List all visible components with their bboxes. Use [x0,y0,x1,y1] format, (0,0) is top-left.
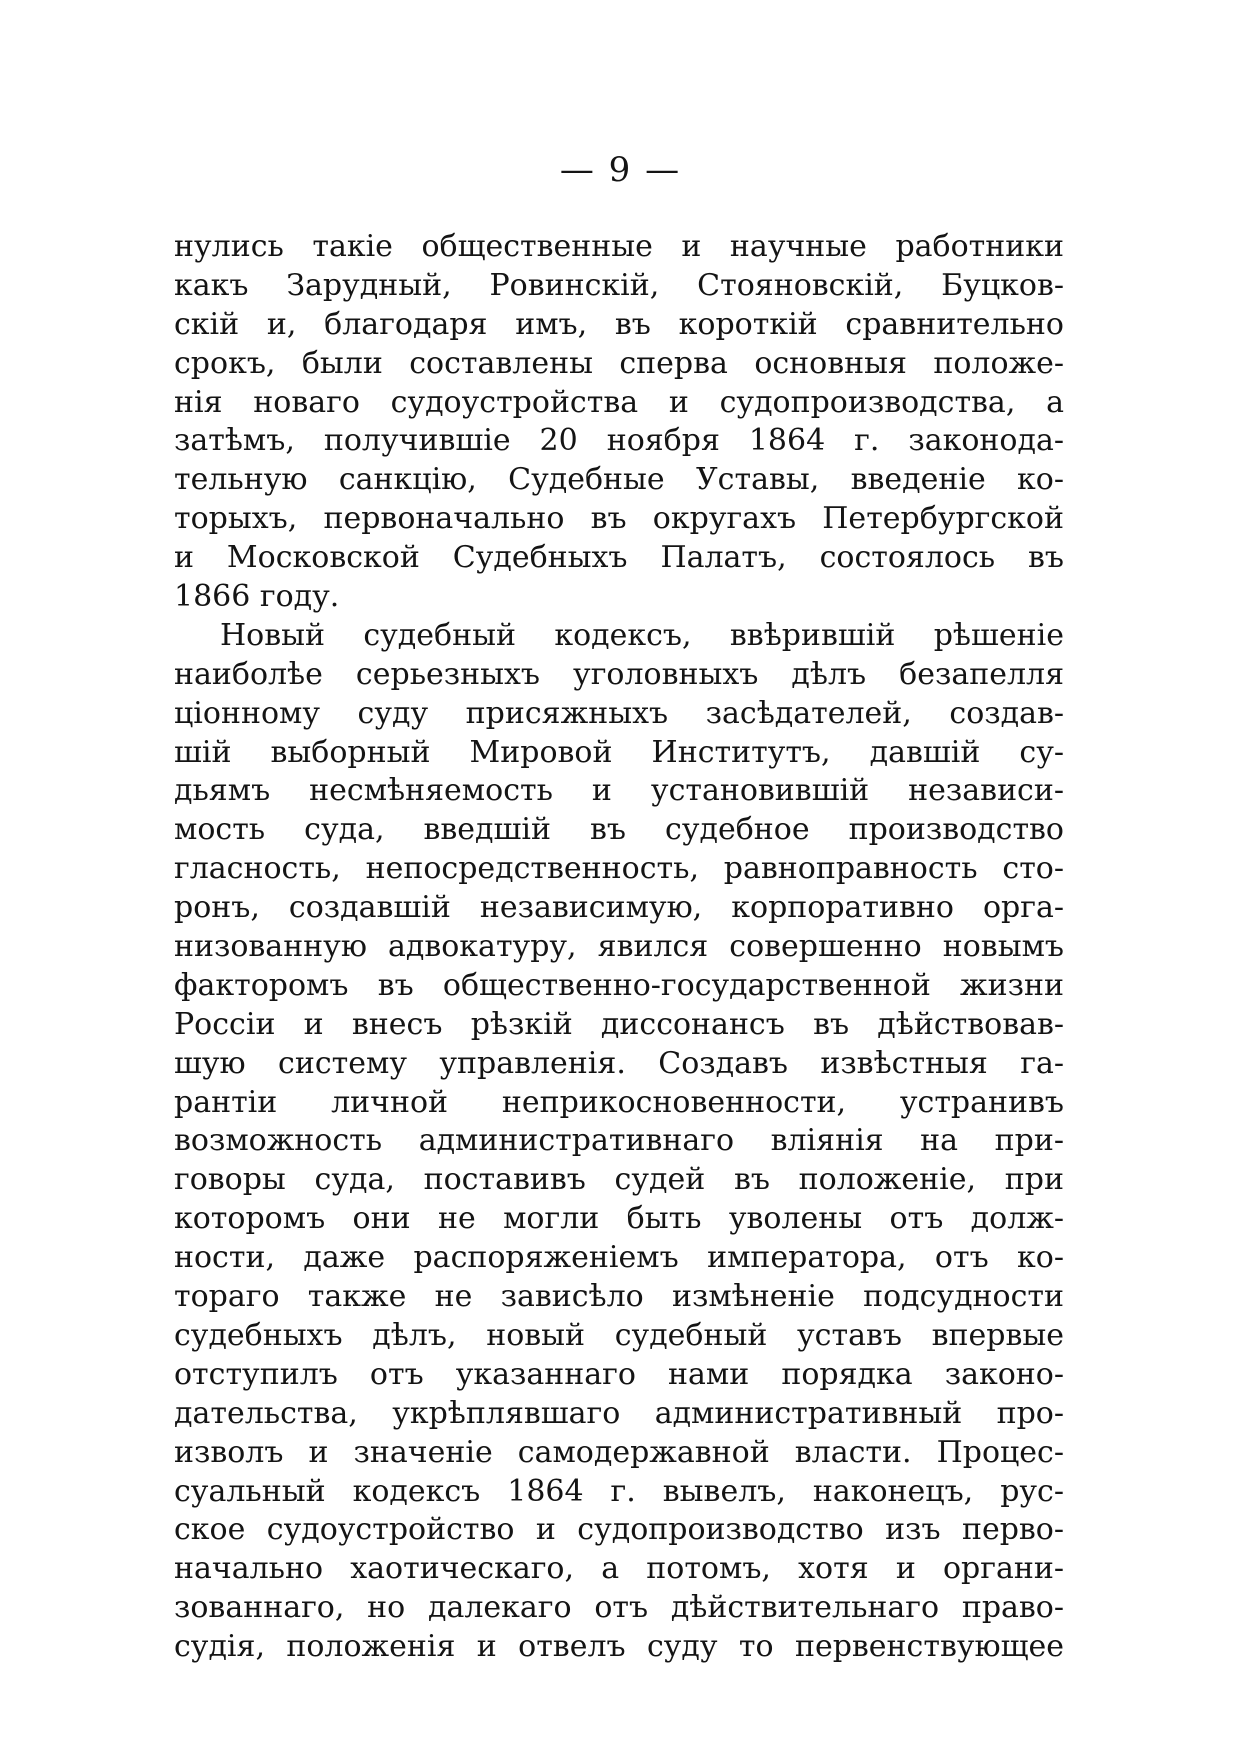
text-line: торыхъ, первоначально въ округахъ Петербургской [174,501,1064,537]
text-line: затѣмъ, получившіе 20 ноября 1864 г. законода- [174,423,1064,459]
paragraph-2 [174,617,1064,1667]
page-number: — 9 — [559,150,682,190]
text-line: которомъ они не могли быть уволены отъ долж- [174,1201,1064,1237]
text-line: шую систему управленія. Создавъ извѣстныя га- [174,1045,1064,1081]
text-line: 1866 году. [174,579,340,615]
text-line: изволъ и значеніе самодержавной власти. Процес- [174,1434,1064,1470]
text-line: суальный кодексъ 1864 г. вывелъ, наконецъ, рус- [174,1473,1064,1509]
body-text [174,228,1064,1667]
text-line: факторомъ въ общественно-государственной жизни [174,967,1064,1003]
text-line: судія, положенія и отвелъ суду то первенствующее [174,1629,1064,1665]
text-line: тораго также не зависѣло измѣненіе подсудности [174,1279,1064,1315]
text-line: и Московской Судебныхъ Палатъ, состоялось въ [174,540,1064,576]
text-line: нія новаго судоустройства и судопроизводства, а [174,384,1064,420]
text-line: ронъ, создавшій независимую, корпоративно орга- [174,890,1064,926]
text-line: Россіи и внесъ рѣзкій диссонансъ въ дѣйствовав- [174,1006,1064,1042]
text-line: рантіи личной неприкосновенности, устранивъ [174,1084,1064,1120]
text-line: судебныхъ дѣлъ, новый судебный уставъ впервые [174,1317,1064,1353]
text-line: срокъ, были составлены сперва основныя положе- [174,345,1064,381]
text-line: Новый судебный кодексъ, ввѣрившій рѣшеніе [220,617,1064,653]
text-line: низованную адвокатуру, явился совершенно новымъ [174,929,1064,965]
text-line: дательства, укрѣплявшаго административный про- [174,1395,1064,1431]
text-line: нулись такіе общественные и научные работники [174,229,1064,264]
text-line: ціонному суду присяжныхъ засѣдателей, создав- [174,695,1064,731]
text-line: тельную санкцію, Судебные Уставы, введеніе ко- [174,462,1064,498]
text-line: возможность административнаго вліянія на при- [174,1123,1064,1159]
text-line: наиболѣе серьезныхъ уголовныхъ дѣлъ безапелля [174,656,1064,692]
text-line: зованнаго, но далекаго отъ дѣйствительнаго право- [174,1590,1064,1626]
text-line: какъ Зарудный, Ровинскій, Стояновскій, Буцков- [174,267,1064,303]
text-line: начально хаотическаго, а потомъ, хотя и органи- [174,1551,1064,1587]
text-line: гласность, непосредственность, равноправность сто- [174,851,1064,887]
paragraph-1 [174,228,1064,617]
text-line: говоры суда, поставивъ судей въ положеніе, при [174,1162,1064,1198]
text-line: ское судоустройство и судопроизводство изъ перво- [174,1512,1064,1548]
text-line: шій выборный Мировой Институтъ, давшій су- [174,734,1064,770]
text-line: дьямъ несмѣняемость и установившій независи- [174,773,1064,809]
text-line: мость суда, введшій въ судебное производство [174,812,1064,848]
text-line: ности, даже распоряженіемъ императора, отъ ко- [174,1240,1064,1276]
text-line: скій и, благодаря имъ, въ короткій сравнительно [174,306,1064,342]
text-line: отступилъ отъ указаннаго нами порядка законо- [174,1356,1064,1392]
